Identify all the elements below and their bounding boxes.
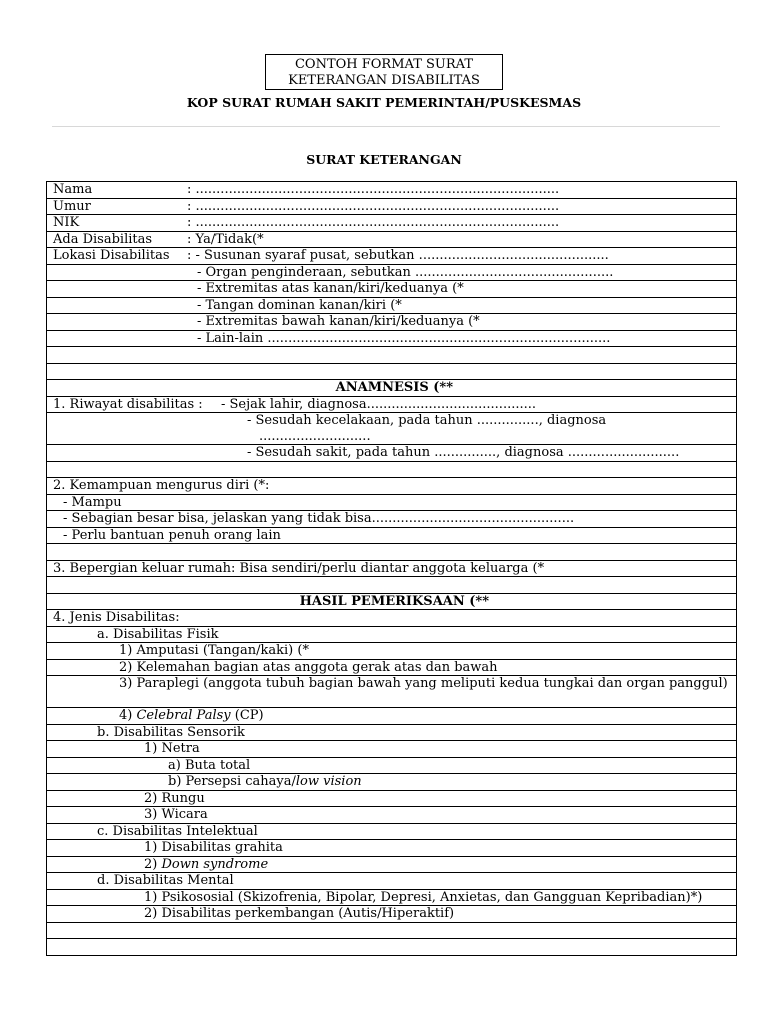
row-lokasi-4 [47,297,737,314]
fisik-item[interactable]: 3) Paraplegi (anggota tubuh bagian bawah yang meliputi kedua tungkai dan organ panggul) [47,676,737,708]
nik-field[interactable]: : ........................................................................................ [187,215,560,230]
row-fisik-2 [47,659,737,676]
hasil-heading: HASIL PEMERIKSAAN (** [47,593,737,610]
row-kemampuan-2 [47,511,737,528]
bepergian-text[interactable]: 3. Bepergian keluar rumah: Bisa sendiri/perlu diantar anggota keluarga (* [47,560,737,577]
row-nik [47,215,737,232]
kemampuan-label: 2. Kemampuan mengurus diri (*: [47,478,737,495]
grahita-item[interactable]: 1) Disabilitas grahita [47,840,737,857]
buta-total-item[interactable]: a) Buta total [47,757,737,774]
persepsi-item[interactable]: b) Persepsi cahaya/low vision [47,774,737,791]
row-riwayat [47,396,737,413]
row-nama [47,182,737,199]
sensorik-label: b. Disabilitas Sensorik [47,724,737,741]
empty-row [47,577,737,594]
fisik-label: a. Disabilitas Fisik [47,626,737,643]
row-kemampuan-1 [47,494,737,511]
lokasi-item[interactable]: - Lain-lain ................................................................................... [47,330,737,347]
empty-row [47,544,737,561]
nama-label: Nama [53,182,93,197]
row-netra [47,741,737,758]
wicara-item[interactable]: 3) Wicara [47,807,737,824]
title-line-2: KETERANGAN DISABILITAS [288,73,480,88]
nik-label: NIK [53,215,80,230]
kemampuan-option[interactable]: - Mampu [47,494,737,511]
psikososial-item[interactable]: 1) Psikososial (Skizofrenia, Bipolar, Depresi, Anxietas, dan Gangguan Kepribadian)*) [47,889,737,906]
ada-value[interactable]: : Ya/Tidak(* [187,231,264,247]
netra-label[interactable]: 1) Netra [47,741,737,758]
row-fisik-3 [47,676,737,708]
divider [52,126,720,127]
row-lokasi-2 [47,264,737,281]
document-title-box [265,54,503,90]
riwayat-item[interactable]: - Sesudah kecelakaan, pada tahun ..............., diagnosa [247,413,607,428]
down-syndrome-item[interactable]: 2) Down syndrome [47,856,737,873]
umur-label: Umur [53,198,91,214]
lokasi-item[interactable]: : - Susunan syaraf pusat, sebutkan .............................................. [187,248,609,263]
rungu-item[interactable]: 2) Rungu [47,790,737,807]
mental-label: d. Disabilitas Mental [47,873,737,890]
kemampuan-option[interactable]: - Perlu bantuan penuh orang lain [47,527,737,544]
umur-field[interactable]: : ........................................................................................ [187,198,560,214]
disability-form-table [46,181,737,956]
row-intelektual [47,823,737,840]
letterhead-title: KOP SURAT RUMAH SAKIT PEMERINTAH/PUSKESMAS [186,95,582,110]
row-lokasi-5 [47,314,737,331]
perkembangan-item[interactable]: 2) Disabilitas perkembangan (Autis/Hiperaktif) [47,906,737,923]
kemampuan-option[interactable]: - Sebagian besar bisa, jelaskan yang tidak bisa................................................. [47,511,737,528]
empty-row [47,347,737,364]
fisik-item[interactable]: 2) Kelemahan bagian atas anggota gerak atas dan bawah [47,659,737,676]
row-sensorik [47,724,737,741]
riwayat-dots[interactable]: ........................... [259,428,371,444]
fisik-item[interactable]: 1) Amputasi (Tangan/kaki) (* [47,643,737,660]
row-lokasi [47,248,737,265]
empty-row [47,363,737,380]
anamnesis-heading: ANAMNESIS (** [47,380,737,397]
row-mental [47,873,737,890]
row-riwayat-3 [47,445,737,462]
row-ada-disabilitas [47,231,737,248]
row-bepergian [47,560,737,577]
jenis-label: 4. Jenis Disabilitas: [47,610,737,627]
row-wicara [47,807,737,824]
row-down [47,856,737,873]
row-fisik [47,626,737,643]
title-line-1: CONTOH FORMAT SURAT [294,57,474,72]
letter-heading: SURAT KETERANGAN [306,152,462,167]
hasil-heading-row [47,593,737,610]
lokasi-item[interactable]: - Extremitas bawah kanan/kiri/keduanya (* [47,314,737,331]
row-riwayat-2 [47,413,737,445]
lokasi-item[interactable]: - Organ penginderaan, sebutkan ................................................ [47,264,737,281]
lokasi-item[interactable]: - Tangan dominan kanan/kiri (* [47,297,737,314]
nama-field[interactable]: : ........................................................................................ [187,182,560,197]
riwayat-label: 1. Riwayat disabilitas : [53,396,203,412]
intelektual-label: c. Disabilitas Intelektual [47,823,737,840]
empty-row [47,939,737,956]
empty-row [47,922,737,939]
fisik-item[interactable]: 4) Celebral Palsy (CP) [47,708,737,725]
row-grahita [47,840,737,857]
row-rungu [47,790,737,807]
lokasi-item[interactable]: - Extremitas atas kanan/kiri/keduanya (* [47,281,737,298]
anamnesis-heading-row [47,380,737,397]
riwayat-item[interactable]: - Sesudah sakit, pada tahun ..............., diagnosa ........................... [47,445,737,462]
row-perkembangan [47,906,737,923]
row-lokasi-6 [47,330,737,347]
row-persepsi [47,774,737,791]
row-umur [47,198,737,215]
row-lokasi-3 [47,281,737,298]
row-kemampuan [47,478,737,495]
empty-row [47,461,737,478]
row-jenis [47,610,737,627]
lokasi-label: Lokasi Disabilitas [53,248,170,263]
row-buta-total [47,757,737,774]
row-kemampuan-3 [47,527,737,544]
row-fisik-1 [47,643,737,660]
row-psikososial [47,889,737,906]
ada-label: Ada Disabilitas [53,231,153,247]
riwayat-item[interactable]: - Sejak lahir, diagnosa......................................... [221,396,537,412]
row-fisik-4 [47,708,737,725]
